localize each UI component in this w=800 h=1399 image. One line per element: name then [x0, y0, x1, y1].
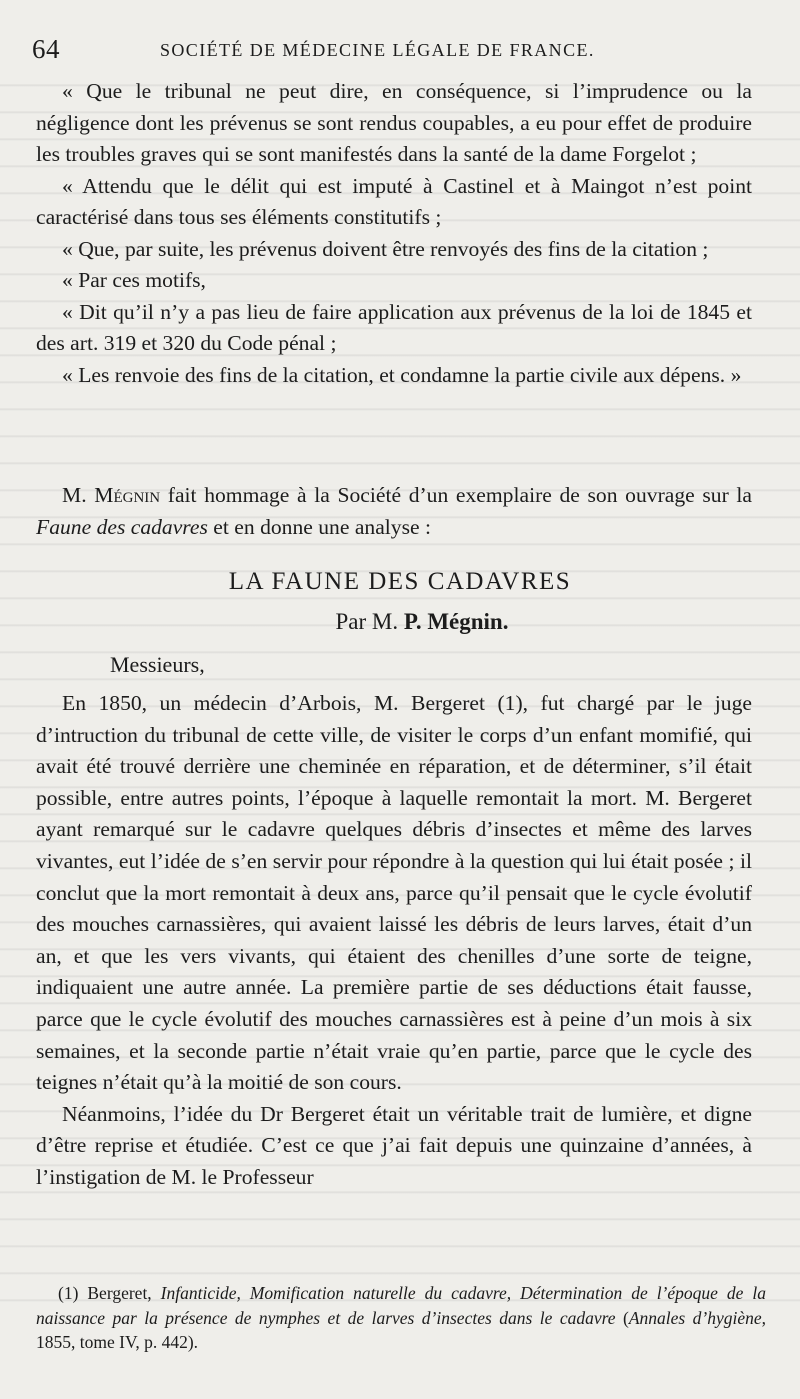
article-body — [36, 688, 752, 1194]
running-head — [32, 34, 772, 64]
footnote-source-open: ( — [615, 1307, 629, 1328]
footnote-journal: Annales d’hygiène — [628, 1307, 762, 1328]
body-paragraph: En 1850, un médecin d’Arbois, M. Bergeret (1), fut chargé par le juge d’intruction du tribunal de cette ville, de visiter le corps d’un enfant momifié, qui avait été trouvé derrière une cheminée en réparation, et de déterminer, s’il était possible, entre autres points, l’époque à laquelle remontait la mort. M. Bergeret ayant remarqué sur le cadavre quelques débris d’insectes et même des larves vivantes, eut l’idée de s’en servir pour répondre à la question qui lui était posée ; il conclut que la mort remontait à deux ans, parce qu’il pensait que le cycle évolutif des mouches carnassières, qui avaient laissé les débris de leurs larves, était d’un an, et que les vers vivants, qui étaient des chenilles d’une sorte de teigne, indiquaient une autre année. La première partie de ses déductions était fausse, parce que le cycle évolutif des mouches carnassières est à peine d’un mois à six semaines, et la seconde partie n’était vraie qu’en partie, parce que le cycle des teignes n’était qu’à la moitié de son cours. — [36, 691, 752, 1095]
homage-text-before: fait hommage à la Société d’un exemplaire de son ouvrage sur la — [160, 483, 753, 507]
judgment-quotation — [36, 76, 752, 391]
page-number: 64 — [32, 34, 60, 64]
footnote-source-rest: , 1855, tome IV, p. 442). — [36, 1307, 767, 1352]
judgment-paragraph: « Par ces motifs, — [62, 268, 206, 292]
homage-text — [36, 480, 752, 543]
footnote — [36, 1281, 766, 1355]
footnote-marker: (1) Bergeret, — [58, 1283, 161, 1303]
author-name: P. Mégnin. — [403, 609, 509, 634]
footnote-text — [36, 1281, 766, 1355]
book-title: Faune des cadavres — [36, 514, 208, 539]
homage-prefix: M. — [62, 483, 95, 507]
homage-text-after: et en donne une analyse : — [207, 514, 431, 539]
article-title: LA FAUNE DES CADAVRES — [228, 568, 572, 595]
homage-paragraph — [36, 480, 752, 543]
article-byline — [22, 609, 800, 635]
journal-title: SOCIÉTÉ DE MÉDECINE LÉGALE DE FRANCE. — [160, 40, 595, 60]
judgment-paragraph: « Que, par suite, les prévenus doivent être renvoyés des fins de la citation ; — [62, 236, 709, 261]
speaker-name: Mégnin — [94, 483, 161, 507]
salutation: Messieurs, — [110, 652, 205, 677]
judgment-paragraph: « Que le tribunal ne peut dire, en conséquence, si l’imprudence ou la négligence dont les prévenus se sont rendus coupables, a eu pour effet de produire les troubles graves qui se sont manifestés dans la santé de la dame Forgelot ; — [36, 79, 752, 166]
judgment-paragraph: « Attendu que le délit qui est imputé à Castinel et à Maingot n’est point caractérisé dans tous ses éléments constitutifs ; — [36, 173, 752, 229]
footnote-title: Infanticide, Momification naturelle du cadavre, Détermination de l’époque de la naissance par la présence de nymphes et de larves d’insectes dans le cadavre — [36, 1283, 766, 1328]
body-paragraph: Néanmoins, l’idée du Dr Bergeret était un véritable trait de lumière, et digne d’être reprise et étudiée. C’est ce que j’ai fait depuis une quinzaine d’années, à l’instigation de M. le Professeur — [36, 1101, 752, 1189]
judgment-paragraph: « Dit qu’il n’y a pas lieu de faire application aux prévenus de la loi de 1845 et des art. 319 et 320 du Code pénal ; — [36, 299, 752, 355]
judgment-paragraph: « Les renvoie des fins de la citation, et condamne la partie civile aux dépens. » — [62, 362, 742, 387]
byline-prefix: Par M. — [335, 609, 404, 634]
